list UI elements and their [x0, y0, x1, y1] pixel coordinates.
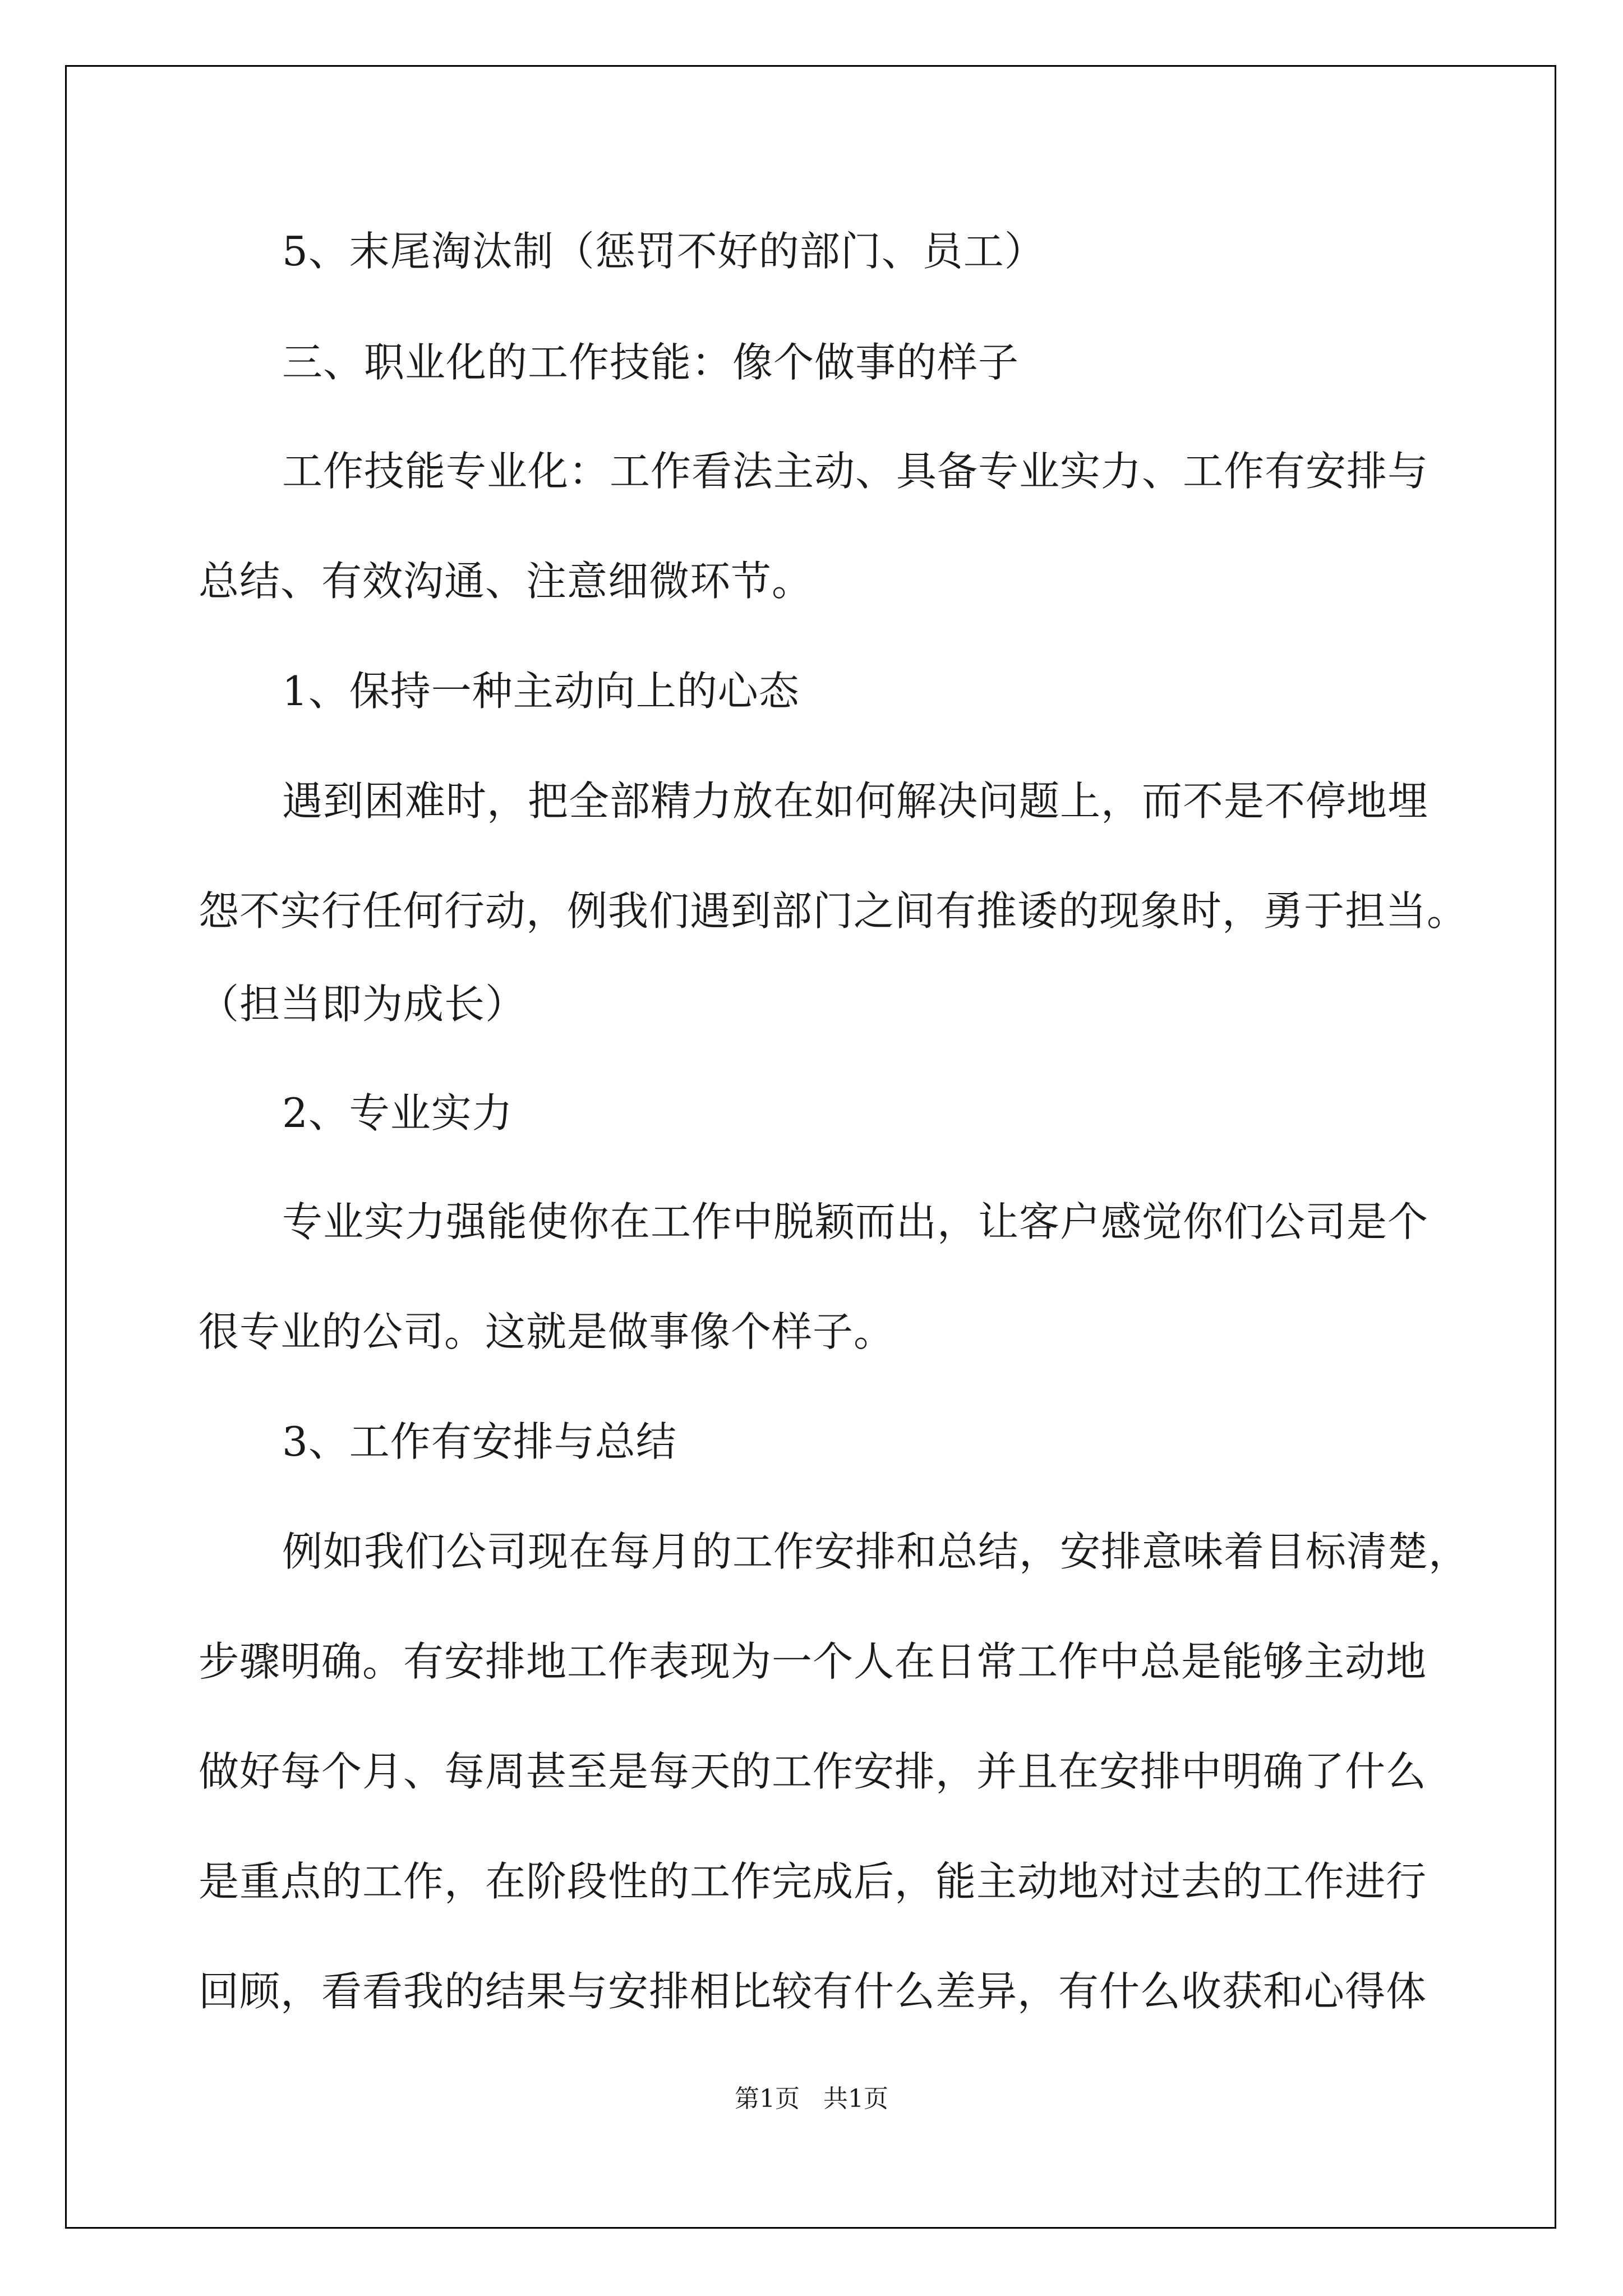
paragraph-line: （担当即为成长）: [199, 981, 527, 1028]
paragraph-line: 怨不实行任何行动，例我们遇到部门之间有推诿的现象时，勇于担当。: [199, 887, 1468, 935]
subheading-1: 1、保持一种主动向上的心态: [282, 668, 800, 715]
paragraph-line: 总结、有效沟通、注意细微环节。: [199, 558, 813, 605]
paragraph-line: 回顾，看看我的结果与安排相比较有什么差异，有什么收获和心得体: [199, 1968, 1427, 2015]
paragraph-line: 专业实力强能使你在工作中脱颖而出，让客户感觉你们公司是个: [282, 1198, 1429, 1245]
page-number: 第1页: [735, 2085, 800, 2113]
subheading-3: 3、工作有安排与总结: [282, 1418, 677, 1465]
subheading-2: 2、专业实力: [282, 1089, 513, 1137]
paragraph-line: 做好每个月、每周甚至是每天的工作安排，并且在安排中明确了什么: [199, 1748, 1427, 1795]
paragraph-line: 步骤明确。有安排地工作表现为一个人在日常工作中总是能够主动地: [199, 1638, 1427, 1685]
list-item-5-elimination: 5、末尾淘汰制（惩罚不好的部门、员工）: [282, 228, 1045, 275]
page-footer: [0, 2087, 1623, 2111]
paragraph-line: 很专业的公司。这就是做事像个样子。: [199, 1308, 895, 1355]
paragraph-line: 遇到困难时，把全部精力放在如何解决问题上，而不是不停地埋: [282, 777, 1429, 825]
section-heading-3: 三、职业化的工作技能：像个做事的样子: [282, 339, 1020, 386]
paragraph-line: 例如我们公司现在每月的工作安排和总结，安排意味着目标清楚，: [282, 1528, 1470, 1575]
paragraph-line: 工作技能专业化：工作看法主动、具备专业实力、工作有安排与: [282, 448, 1429, 495]
page-total: 共1页: [823, 2085, 888, 2113]
paragraph-line: 是重点的工作，在阶段性的工作完成后，能主动地对过去的工作进行: [199, 1858, 1427, 1905]
